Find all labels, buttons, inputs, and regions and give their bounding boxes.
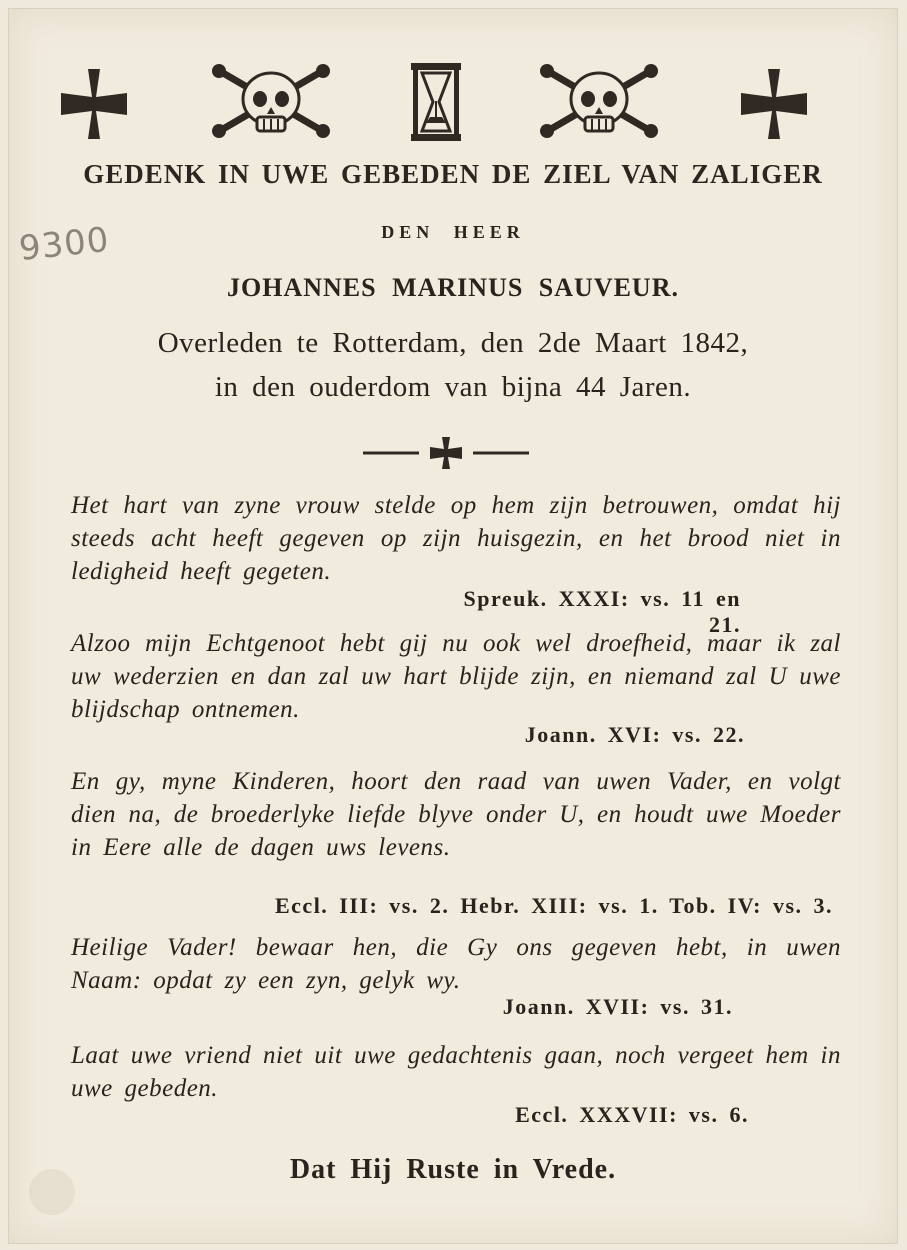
ornament-row (9, 55, 897, 155)
hourglass-icon (409, 61, 463, 143)
verse-5-reference: Eccl. XXXVII: vs. 6. (515, 1102, 749, 1127)
skull-crossbones-icon (537, 61, 661, 141)
verse-2-reference: Joann. XVI: vs. 22. (524, 722, 745, 747)
memorial-card (8, 8, 898, 1244)
skull-crossbones-icon (209, 61, 333, 141)
verse-1: Het hart van zyne vrouw stelde op hem zijn betrouwen, omdat hij steeds acht heeft gegeven op zijn huisgezin, en het brood niet in ledigheid heeft gegeten. (71, 492, 841, 585)
deceased-name: JOHANNES MARINUS SAUVEUR. (227, 273, 679, 302)
verse-4-reference: Joann. XVII: vs. 31. (502, 994, 733, 1019)
cross-icon (735, 65, 813, 143)
death-date-line: Overleden te Rotterdam, den 2de Maart 1842, (157, 327, 749, 359)
age-line: in den ouderdom van bijna 44 Jaren. (214, 371, 692, 403)
cross-separator (361, 433, 531, 473)
header-line-den-heer: DEN HEER (381, 222, 525, 242)
handwritten-number-text: 9300 (17, 219, 112, 270)
header-line-pray: GEDENK IN UWE GEBEDEN DE ZIEL VAN ZALIGER (83, 159, 823, 189)
verse-3-reference: Eccl. III: vs. 2. Hebr. XIII: vs. 1. Tob. IV: vs. 3. (274, 893, 833, 918)
verse-3: En gy, myne Kinderen, hoort den raad van uwen Vader, en volgt dien na, de broederlyke liefde blyve onder U, en houdt uwe Moeder in Eere alle de dagen uws levens. (71, 768, 841, 861)
closing-line: Dat Hij Ruste in Vrede. (289, 1154, 617, 1185)
small-cross-icon (430, 437, 462, 469)
verse-4: Heilige Vader! bewaar hen, die Gy ons gegeven hebt, in uwen Naam: opdat zy een zyn, gelyk wy. (71, 934, 841, 994)
verse-1-reference: Spreuk. XXXI: vs. 11 en 21. (463, 586, 741, 637)
verse-5: Laat uwe vriend niet uit uwe gedachtenis gaan, noch vergeet hem in uwe gebeden. (71, 1042, 841, 1102)
verse-2: Alzoo mijn Echtgenoot hebt gij nu ook wel droefheid, maar ik zal uw wederzien en dan zal uw hart blijde zijn, en niemand zal U uwe blijdschap ontnemen. (71, 630, 841, 723)
cross-icon (55, 65, 133, 143)
